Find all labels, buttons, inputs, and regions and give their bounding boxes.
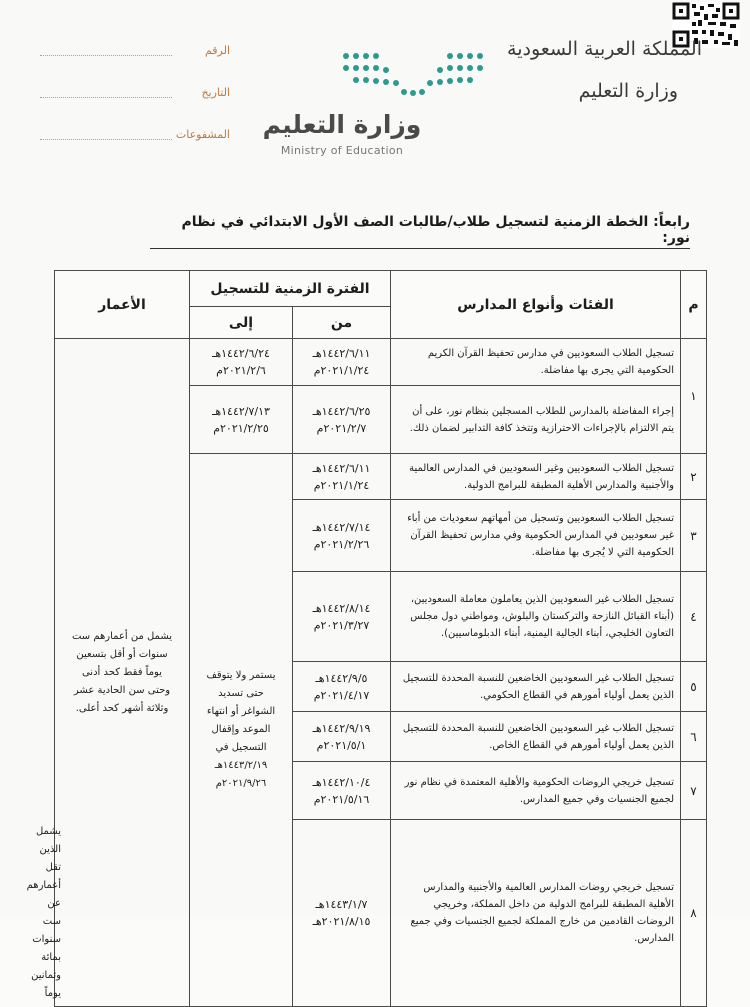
age-note-cell xyxy=(55,339,190,1007)
hijri-date: ١٤٤٢/٩/١٩هـ xyxy=(312,721,371,735)
attachments-field xyxy=(40,128,230,146)
hijri-date: ١٤٤٢/٦/١١هـ xyxy=(312,347,371,360)
dotted-line xyxy=(40,55,172,56)
reference-number-label: الرقم xyxy=(204,44,230,57)
gregorian-date: ٢٠٢١/٤/١٧م xyxy=(313,688,370,702)
from-date-cell xyxy=(293,386,391,454)
age-note-line: يشمل من أعمارهم ست xyxy=(71,630,173,642)
table-row: ٨ تسجيل خريجي روضات المدارس العالمية والأجنبية والمدارس الأهلية المطبقة للبرامج الدولية من داخل المملكة، وخريجي الروضات القادمين من خارج المملكة لجميع الجنسيات وفي جميع المدارس. ١٤٤٣/١/٧هـ ٢٠٢١/٨/١٥هـ يشمل الذين تقل أعمارهم عن ست سنوات بمائة وثمانين يوماً xyxy=(55,820,707,1007)
age-note-line: وثلاثة أشهر كحد أعلى. xyxy=(75,702,169,714)
dotted-line xyxy=(40,97,172,98)
age-note-line: سنوات أو أقل بتسعين xyxy=(76,648,168,660)
ministry-name: وزارة التعليم xyxy=(578,80,678,102)
category-cell: تسجيل خريجي روضات المدارس العالمية والأجنبية والمدارس الأهلية المطبقة للبرامج الدولية من داخل المملكة، وخريجي الروضات القادمين من خارج المملكة لجميع الجنسيات وفي جميع المدارس. xyxy=(391,820,681,1007)
hijri-date: ١٤٤٢/٦/١١هـ xyxy=(312,461,371,475)
registration-schedule-table xyxy=(26,270,707,1007)
continue-note-line: ١٤٤٣/٢/١٩هـ xyxy=(214,760,268,771)
from-date-cell xyxy=(293,662,391,712)
category-cell: تسجيل الطلاب السعوديين وتسجيل من أمهاتهم سعوديات من أباء غير سعوديين في المدارس الحكومية وفي مدارس تحفيظ القرآن الحكومية التي لا يُجرى بها مفاضلة. xyxy=(391,500,681,572)
ministry-logo-icon xyxy=(338,48,488,98)
logo-english-text: Ministry of Education xyxy=(280,144,404,157)
hijri-date: ١٤٤٢/٦/٢٥هـ xyxy=(312,404,371,418)
hijri-date: ١٤٤٢/٨/١٤هـ xyxy=(312,601,371,615)
dotted-line xyxy=(40,139,172,140)
age-note-line: يوماً فقط كحد أدنى xyxy=(81,666,163,678)
date-field xyxy=(40,86,230,104)
row-number: ١ xyxy=(681,339,707,454)
row-number: ٦ xyxy=(681,712,707,762)
row-number: ٥ xyxy=(681,662,707,712)
category-cell: تسجيل الطلاب غير السعوديين الخاضعين للنسبة المحددة للتسجيل الذين يعمل أولياء أمورهم في القطاع الحكومي. xyxy=(391,662,681,712)
gregorian-date: ٢٠٢١/١/٢٤م xyxy=(313,478,370,492)
gregorian-date: ٢٠٢١/٢/٢٥م xyxy=(213,421,269,435)
row-number: ٧ xyxy=(681,762,707,820)
header-category: الفئات وأنواع المدارس xyxy=(391,271,681,339)
row-number: ٨ xyxy=(681,820,707,1007)
header-number: م xyxy=(681,271,707,339)
table-row xyxy=(55,339,707,386)
header-period: الفترة الزمنية للتسجيل xyxy=(190,271,391,307)
reference-number-field xyxy=(40,44,230,62)
from-date-cell xyxy=(293,572,391,662)
logo-arabic-text: وزارة التعليم xyxy=(262,110,422,139)
from-date-cell xyxy=(293,500,391,572)
from-date-cell xyxy=(293,712,391,762)
age-note-line: وحتى سن الحادية عشر xyxy=(73,684,171,696)
continue-note-line: الموعد وإقفال xyxy=(211,724,271,735)
hijri-date: ١٤٤٢/٦/٢٤هـ xyxy=(212,347,270,360)
gregorian-date: ٢٠٢١/٨/١٥هـ xyxy=(312,915,371,928)
to-date-cell xyxy=(190,386,293,454)
row-number: ٢ xyxy=(681,454,707,500)
hijri-date: ١٤٤٢/٧/١٣هـ xyxy=(212,404,270,418)
hijri-date: ١٤٤٣/١/٧هـ xyxy=(315,898,368,911)
continue-note-line: ٢٠٢١/٩/٢٦م xyxy=(215,778,267,789)
category-cell: تسجيل الطلاب السعوديين وغير السعوديين في المدارس العالمية والأجنبية والمدارس الأهلية المطبقة للبرامج الدولية. xyxy=(391,454,681,500)
hijri-date: ١٤٤٢/٩/٥هـ xyxy=(315,671,368,685)
kingdom-name: المملكة العربية السعودية xyxy=(507,38,702,60)
continue-note-line: التسجيل في xyxy=(215,742,267,753)
category-cell: تسجيل الطلاب غير السعوديين الذين يعاملون معاملة السعوديين، (أبناء القبائل النازحة والتركستان والبلوش، ومواطني دول مجلس التعاون الخليجي، أبناء الجالية اليمنية، أبناء الدبلوماسيين). xyxy=(391,572,681,662)
hijri-date: ١٤٤٢/١٠/٤هـ xyxy=(312,775,371,789)
date-label: التاريخ xyxy=(201,86,230,99)
gregorian-date: ٢٠٢١/١/٢٤م xyxy=(313,364,370,377)
attachments-label: المشفوعات xyxy=(175,128,230,141)
continue-note-line: الشواغر أو انتهاء xyxy=(206,706,276,717)
to-date-cell xyxy=(190,339,293,386)
header-from: من xyxy=(293,307,391,339)
category-cell: تسجيل الطلاب السعوديين في مدارس تحفيظ القرآن الكريم الحكومية التي يجرى بها مفاضلة. xyxy=(391,339,681,386)
hijri-date: ١٤٤٢/٧/١٤هـ xyxy=(312,520,371,534)
table-header-row xyxy=(55,271,707,307)
category-cell: تسجيل خريجي الروضات الحكومية والأهلية المعتمدة في نظام نور لجميع الجنسيات وفي جميع المدارس. xyxy=(391,762,681,820)
from-date-cell xyxy=(293,820,391,1007)
category-cell: تسجيل الطلاب غير السعوديين الخاضعين للنسبة المحددة للتسجيل الذين يعمل أولياء أمورهم في القطاع الخاص. xyxy=(391,712,681,762)
continue-note-cell xyxy=(190,454,293,1007)
from-date-cell xyxy=(293,339,391,386)
header-ages: الأعمار xyxy=(55,271,190,339)
row-number: ٣ xyxy=(681,500,707,572)
category-cell: إجراء المفاضلة بالمدارس للطلاب المسجلين بنظام نور، على أن يتم الالتزام بالإجراءات الاحترازية وتتخذ كافة التدابير لضمان ذلك. xyxy=(391,386,681,454)
row-number: ٤ xyxy=(681,572,707,662)
section-heading: رابعاً: الخطة الزمنية لتسجيل طلاب/طالبات الصف الأول الابتدائي في نظام نور: xyxy=(150,214,690,246)
gregorian-date: ٢٠٢١/٢/٧م xyxy=(316,421,367,435)
from-date-cell xyxy=(293,454,391,500)
from-date-cell xyxy=(293,762,391,820)
gregorian-date: ٢٠٢١/٢/٢٦م xyxy=(313,537,370,551)
gregorian-date: ٢٠٢١/٥/١٦م xyxy=(313,792,370,806)
gregorian-date: ٢٠٢١/٢/٦م xyxy=(216,364,266,377)
continue-note-line: يستمر ولا يتوقف xyxy=(206,670,276,681)
gregorian-date: ٢٠٢١/٥/١م xyxy=(316,738,367,752)
continue-note-line: حتى تسديد xyxy=(218,688,264,699)
header-to: إلى xyxy=(190,307,293,339)
gregorian-date: ٢٠٢١/٣/٢٧م xyxy=(313,618,370,632)
